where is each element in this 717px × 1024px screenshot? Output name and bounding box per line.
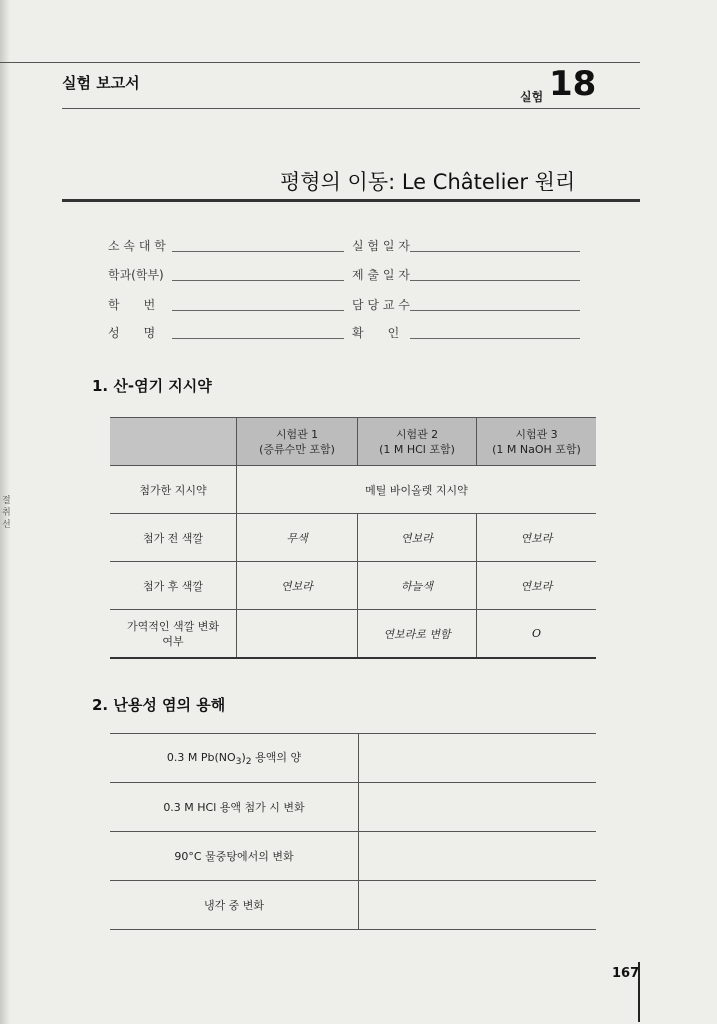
answer-pbno3-amount[interactable] — [359, 734, 597, 783]
info-label-professor: 담 당 교 수 — [352, 298, 410, 312]
indicator-value: 메틸 바이올렛 지시약 — [237, 466, 597, 514]
row-label-hcl-change: 0.3 M HCl 용액 첨가 시 변화 — [110, 783, 359, 832]
header-tube-1-name: 시험관 1 — [275, 427, 319, 441]
pbno3-label-post: 용액의 양 — [251, 750, 302, 764]
info-label-name: 성 명 — [108, 326, 156, 340]
pbno3-label-pre: 0.3 M Pb(NO — [166, 750, 236, 764]
header-top-rule — [0, 62, 640, 63]
table-header-row — [110, 418, 596, 466]
row-label-cooling-change: 냉각 중 변화 — [110, 881, 359, 930]
before-color-tube-2[interactable]: 연보라 — [358, 514, 477, 562]
header-tube-2 — [358, 418, 477, 466]
after-color-tube-1[interactable]: 연보라 — [237, 562, 358, 610]
info-field-professor[interactable] — [410, 310, 580, 311]
reversible-tube-1[interactable] — [237, 610, 358, 659]
pbno3-label-mid: ) — [241, 750, 246, 764]
info-field-name[interactable] — [172, 338, 344, 339]
table-corner-cell — [110, 418, 237, 466]
header-tube-3-content: (1 M NaOH 포함) — [492, 442, 581, 456]
header-tube-3 — [477, 418, 597, 466]
section-2-title: 2. 난용성 염의 용해 — [92, 696, 226, 714]
pbno3-sub-3: 3 — [235, 756, 242, 768]
info-field-confirm[interactable] — [410, 338, 580, 339]
header-tube-3-name: 시험관 3 — [515, 427, 558, 441]
after-color-tube-3[interactable]: 연보라 — [477, 562, 597, 610]
info-field-department[interactable] — [172, 280, 344, 281]
experiment-number: 18 — [549, 64, 597, 104]
table-row — [110, 881, 596, 930]
info-label-student-id: 학 번 — [108, 298, 156, 312]
row-label-waterbath-change: 90°C 물중탕에서의 변화 — [110, 832, 359, 881]
header-tube-1 — [237, 418, 358, 466]
answer-cooling-change[interactable] — [359, 881, 597, 930]
indicator-table — [110, 417, 596, 659]
title-rule — [62, 199, 640, 202]
row-label-pbno3-amount — [110, 734, 359, 783]
header-tube-2-name: 시험관 2 — [395, 427, 439, 441]
page-number: 167 — [612, 966, 640, 981]
page-title: 평형의 이동: Le Châtelier 원리 — [280, 170, 576, 194]
cut-line-note: 절취선 — [2, 496, 11, 530]
experiment-label: 실험 — [520, 90, 544, 104]
before-color-tube-1[interactable]: 무색 — [237, 514, 358, 562]
table-row — [110, 514, 596, 562]
after-color-tube-2[interactable]: 하늘색 — [358, 562, 477, 610]
reversible-tube-2[interactable]: 연보라로 변함 — [358, 610, 477, 659]
section-1-title: 1. 산-염기 지시약 — [92, 377, 212, 395]
header-tube-1-content: (증류수만 포함) — [259, 442, 335, 456]
table-row — [110, 734, 596, 783]
report-title: 실험 보고서 — [62, 74, 140, 92]
row-label-indicator: 첨가한 지시약 — [110, 466, 237, 514]
row-label-reversible-line-2: 여부 — [162, 634, 184, 648]
answer-waterbath-change[interactable] — [359, 832, 597, 881]
table-row — [110, 610, 596, 659]
info-label-exp-date: 실 험 일 자 — [352, 239, 410, 253]
solubility-table — [110, 733, 596, 930]
info-label-confirm: 확 인 — [352, 326, 400, 340]
row-label-after: 첨가 후 색깔 — [110, 562, 237, 610]
info-field-student-id[interactable] — [172, 310, 344, 311]
info-label-submit-date: 제 출 일 자 — [352, 268, 410, 282]
table-row — [110, 562, 596, 610]
info-field-submit-date[interactable] — [410, 280, 580, 281]
header-tube-2-content: (1 M HCl 포함) — [379, 442, 455, 456]
info-label-department: 학과(학부) — [108, 268, 164, 282]
answer-hcl-change[interactable] — [359, 783, 597, 832]
header-bottom-rule — [62, 108, 640, 109]
table-row — [110, 832, 596, 881]
row-label-reversible-line-1: 가역적인 색깔 변화 — [126, 619, 219, 633]
before-color-tube-3[interactable]: 연보라 — [477, 514, 597, 562]
info-field-university[interactable] — [172, 251, 344, 252]
table-row — [110, 783, 596, 832]
info-label-university: 소 속 대 학 — [108, 239, 166, 253]
pbno3-sub-2: 2 — [245, 756, 252, 768]
row-label-before: 첨가 전 색깔 — [110, 514, 237, 562]
reversible-tube-3[interactable]: O — [477, 610, 597, 659]
info-field-exp-date[interactable] — [410, 251, 580, 252]
page-number-rule — [638, 962, 640, 1022]
row-label-reversible — [110, 610, 237, 659]
table-row — [110, 466, 596, 514]
